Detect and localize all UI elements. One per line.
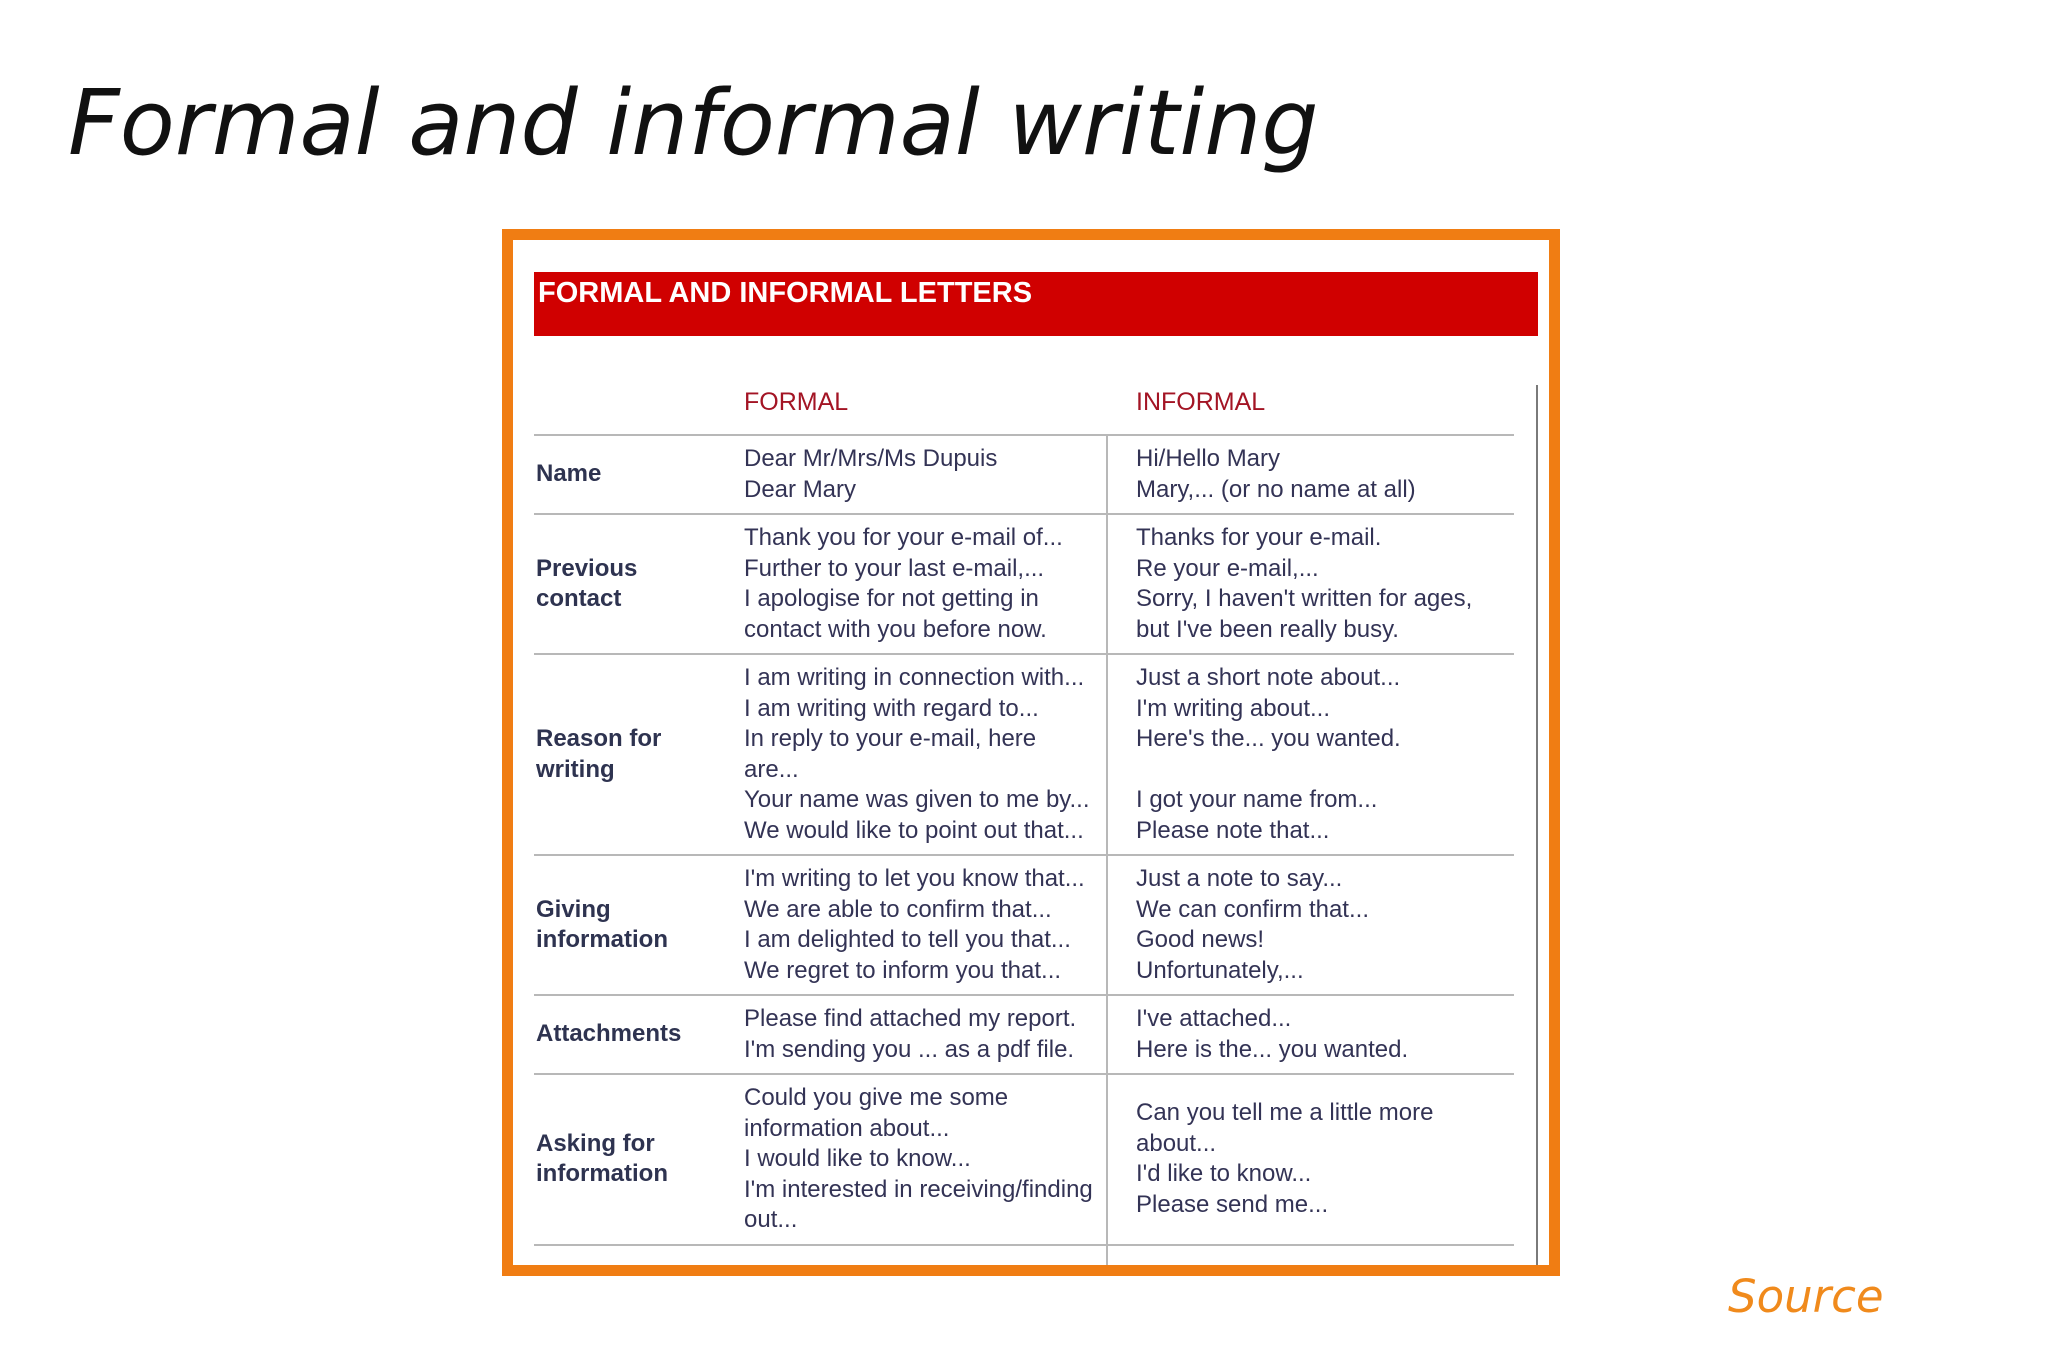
table-row (534, 514, 1514, 654)
cell-line: contact with you before now. (744, 615, 1047, 643)
cell-line: We regret to inform you that... (744, 956, 1062, 984)
informal-cell (1124, 435, 1514, 514)
row-label-cell (534, 514, 744, 654)
cell-line: Thanks for your e-mail. (1136, 524, 1382, 551)
informal-cell (1124, 855, 1514, 995)
cell-line: Name (536, 460, 602, 488)
cell-line: I am writing in connection with... (744, 664, 1085, 691)
header-formal: FORMAL (744, 370, 1124, 435)
cell-line: contact (536, 585, 622, 612)
cell-line: I'm interested in receiving/finding (744, 1175, 1093, 1203)
cell-line: information about... (744, 1114, 950, 1142)
formal-cell (744, 1074, 1124, 1245)
formal-cell (744, 654, 1124, 855)
row-label-cell (534, 995, 744, 1074)
cell-line: Sorry, I haven't written for ages, (1136, 585, 1473, 612)
cell-line: Further to your last e-mail,... (744, 554, 1045, 582)
cell-line: I am writing with regard to... (744, 694, 1039, 722)
formal-cell (744, 514, 1124, 654)
cell-line: I would like to know... (744, 1145, 971, 1172)
cell-line: Asking for (536, 1129, 655, 1157)
cell-line: Attachments (536, 1020, 682, 1048)
cell-line: I am delighted to tell you that... (744, 926, 1071, 953)
cell-line: I'm writing to let you know that... (744, 865, 1085, 892)
cell-line: We would like to point out that... (744, 816, 1084, 844)
table-body (534, 435, 1514, 1245)
header-label (534, 370, 744, 435)
cell-line: are... (744, 755, 799, 783)
informal-cell (1124, 654, 1514, 855)
cell-line: Hi/Hello Mary (1136, 445, 1281, 472)
table-row (534, 435, 1514, 514)
cell-line: We are able to confirm that... (744, 895, 1052, 923)
row-label-cell (534, 1074, 744, 1245)
source-link[interactable]: Source (1728, 1270, 1884, 1323)
cell-line: Unfortunately,... (1136, 956, 1304, 984)
cell-line: I'd like to know... (1136, 1160, 1312, 1188)
cell-line: Please find attached my report. (744, 1005, 1077, 1032)
cell-line: Good news! (1136, 926, 1265, 953)
cell-line: We can confirm that... (1136, 895, 1369, 923)
row-label-cell (534, 855, 744, 995)
cell-line: Here is the... you wanted. (1136, 1035, 1409, 1063)
formal-informal-table (534, 370, 1514, 1246)
row-label-cell (534, 654, 744, 855)
cell-line: In reply to your e-mail, here (744, 725, 1037, 752)
cell-line: Can you tell me a little more (1136, 1099, 1434, 1127)
cell-line: Just a note to say... (1136, 865, 1343, 892)
table-row (534, 1074, 1514, 1245)
cell-line: Could you give me some (744, 1084, 1009, 1111)
cell-line (1136, 755, 1514, 786)
cell-line: writing (536, 755, 615, 783)
cell-line: I'm sending you ... as a pdf file. (744, 1035, 1075, 1063)
informal-cell (1124, 1074, 1514, 1245)
cell-line: Your name was given to me by... (744, 786, 1090, 813)
cell-line: information (536, 1160, 668, 1188)
table-row (534, 995, 1514, 1074)
cell-line: Reason for (536, 725, 662, 752)
cell-line: Just a short note about... (1136, 664, 1401, 691)
cell-line: Thank you for your e-mail of... (744, 524, 1063, 551)
cell-line: I've attached... (1136, 1005, 1292, 1032)
cell-line: Please note that... (1136, 816, 1330, 844)
informal-cell (1124, 995, 1514, 1074)
letters-table-figure (502, 229, 1560, 1276)
formal-cell (744, 995, 1124, 1074)
cell-line: I apologise for not getting in (744, 585, 1039, 612)
cell-line: about... (1136, 1129, 1217, 1157)
cell-line: I'm writing about... (1136, 694, 1330, 722)
slide-title: Formal and informal writing (68, 71, 1319, 176)
table-banner: FORMAL AND INFORMAL LETTERS (534, 272, 1538, 336)
cell-line: Here's the... you wanted. (1136, 725, 1401, 752)
cell-line: Dear Mr/Mrs/Ms Dupuis (744, 445, 998, 472)
cell-line: but I've been really busy. (1136, 615, 1399, 643)
cell-line: Mary,... (or no name at all) (1136, 475, 1416, 503)
cell-line: Please send me... (1136, 1190, 1329, 1218)
cell-line: out... (744, 1206, 798, 1233)
cell-line: Re your e-mail,... (1136, 554, 1319, 582)
table-row (534, 855, 1514, 995)
header-row (534, 370, 1514, 435)
cell-line: Giving (536, 895, 611, 923)
table-row (534, 654, 1514, 855)
cell-line: Dear Mary (744, 475, 857, 503)
cell-line: I got your name from... (1136, 786, 1378, 813)
formal-cell (744, 855, 1124, 995)
formal-cell (744, 435, 1124, 514)
header-informal: INFORMAL (1124, 370, 1514, 435)
figure-right-rule (1536, 385, 1538, 1267)
cell-line: Previous (536, 554, 638, 582)
cell-line: information (536, 926, 668, 953)
row-label-cell (534, 435, 744, 514)
informal-cell (1124, 514, 1514, 654)
